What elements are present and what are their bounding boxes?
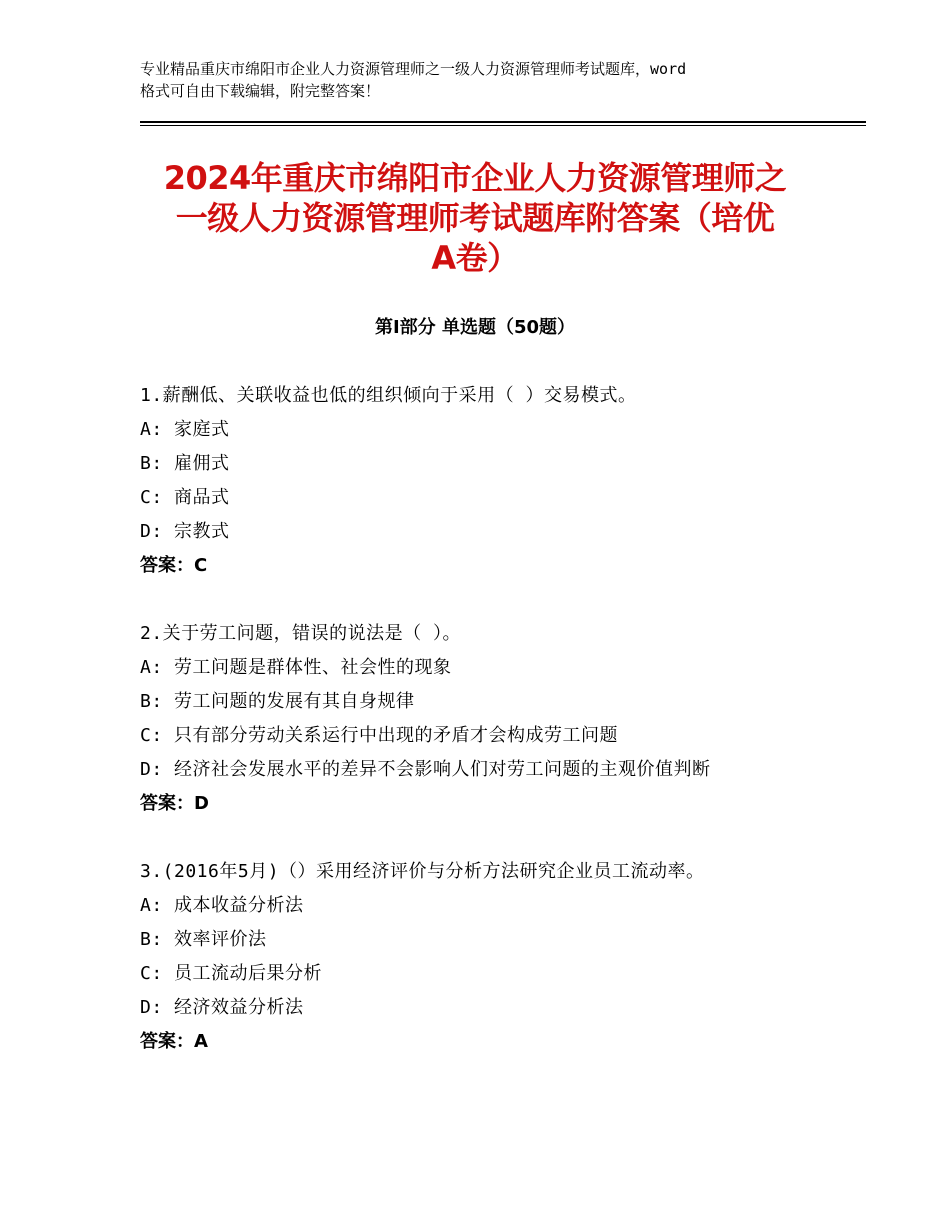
answer: 答案：D — [140, 793, 209, 814]
document-title — [130, 158, 820, 278]
header-rule-thick — [140, 121, 866, 123]
section-title: 第Ⅰ部分 单选题（50题） — [374, 317, 575, 338]
question-1 — [140, 383, 860, 587]
option-b: B: 劳工问题的发展有其自身规律 — [140, 691, 415, 712]
option-d: D: 经济效益分析法 — [140, 997, 304, 1018]
question-stem: 1.薪酬低、关联收益也低的组织倾向于采用（ ）交易模式。 — [140, 385, 637, 406]
option-b: B: 效率评价法 — [140, 929, 267, 950]
option-d: D: 宗教式 — [140, 521, 230, 542]
document-title-line-3: A卷） — [431, 239, 519, 277]
document-title-line-1: 2024年重庆市绵阳市企业人力资源管理师之 — [163, 159, 787, 197]
option-d: D: 经济社会发展水平的差异不会影响人们对劳工问题的主观价值判断 — [140, 759, 711, 780]
question-3 — [140, 859, 860, 1063]
question-stem: 2.关于劳工问题，错误的说法是（ ）。 — [140, 623, 462, 644]
option-a: A: 成本收益分析法 — [140, 895, 304, 916]
option-a: A: 劳工问题是群体性、社会性的现象 — [140, 657, 452, 678]
question-2 — [140, 621, 860, 825]
option-a: A: 家庭式 — [140, 419, 230, 440]
option-c: C: 员工流动后果分析 — [140, 963, 323, 984]
option-c: C: 商品式 — [140, 487, 230, 508]
header-note-line-1: 专业精品重庆市绵阳市企业人力资源管理师之一级人力资源管理师考试题库，word — [140, 60, 687, 78]
header-rule-thin — [140, 125, 866, 126]
answer: 答案：C — [140, 555, 208, 576]
option-b: B: 雇佣式 — [140, 453, 230, 474]
question-stem: 3.(2016年5月)（）采用经济评价与分析方法研究企业员工流动率。 — [140, 861, 705, 882]
option-c: C: 只有部分劳动关系运行中出现的矛盾才会构成劳工问题 — [140, 725, 619, 746]
answer: 答案：A — [140, 1031, 208, 1052]
document-title-line-2: 一级人力资源管理师考试题库附答案（培优 — [175, 199, 775, 237]
header-note — [140, 58, 830, 102]
header-note-line-2: 格式可自由下载编辑，附完整答案！ — [140, 82, 381, 100]
